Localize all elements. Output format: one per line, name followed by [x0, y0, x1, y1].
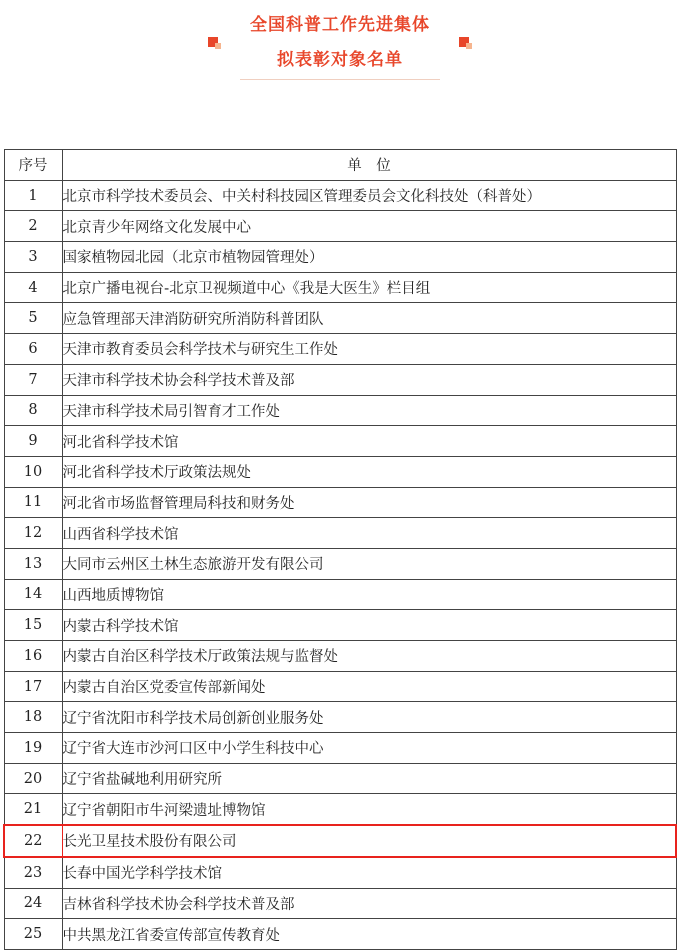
row-unit-name: 山西地质博物馆	[62, 579, 676, 610]
row-number: 7	[4, 364, 62, 395]
row-number: 4	[4, 272, 62, 303]
row-unit-name: 国家植物园北园（北京市植物园管理处）	[62, 242, 676, 273]
table-header-row	[4, 150, 676, 181]
row-unit-name: 长光卫星技术股份有限公司	[62, 825, 676, 857]
row-unit-name: 应急管理部天津消防研究所消防科普团队	[62, 303, 676, 334]
row-unit-name: 山西省科学技术馆	[62, 518, 676, 549]
table-row	[4, 487, 676, 518]
row-unit-name: 内蒙古自治区科学技术厅政策法规与监督处	[62, 641, 676, 672]
table-row	[4, 794, 676, 825]
row-number: 25	[4, 919, 62, 950]
row-number: 2	[4, 211, 62, 242]
table-row	[4, 518, 676, 549]
row-number: 23	[4, 857, 62, 888]
row-number: 16	[4, 641, 62, 672]
row-unit-name: 北京市科学技术委员会、中关村科技园区管理委员会文化科技处（科普处）	[62, 180, 676, 211]
row-number: 14	[4, 579, 62, 610]
title-underline	[240, 79, 440, 80]
document-title: 全国科普工作先进集体	[250, 15, 430, 35]
row-unit-name: 河北省市场监督管理局科技和财务处	[62, 487, 676, 518]
row-unit-name: 辽宁省沈阳市科学技术局创新创业服务处	[62, 702, 676, 733]
row-unit-name: 内蒙古自治区党委宣传部新闻处	[62, 671, 676, 702]
row-unit-name: 内蒙古科学技术馆	[62, 610, 676, 641]
row-number: 20	[4, 763, 62, 794]
row-unit-name: 中共黑龙江省委宣传部宣传教育处	[62, 919, 676, 950]
row-number: 17	[4, 671, 62, 702]
row-unit-name: 天津市科学技术协会科学技术普及部	[62, 364, 676, 395]
table-row	[4, 671, 676, 702]
table-row	[4, 579, 676, 610]
table-row-highlighted	[4, 825, 676, 857]
table-row	[4, 334, 676, 365]
table-row	[4, 364, 676, 395]
table-row	[4, 702, 676, 733]
row-number: 12	[4, 518, 62, 549]
table-row	[4, 888, 676, 919]
row-unit-name: 辽宁省盐碱地利用研究所	[62, 763, 676, 794]
column-header-number: 序号	[4, 150, 62, 181]
table-row	[4, 857, 676, 888]
column-header-unit: 单 位	[62, 150, 676, 181]
row-unit-name: 河北省科学技术厅政策法规处	[62, 456, 676, 487]
row-number: 11	[4, 487, 62, 518]
row-unit-name: 北京青少年网络文化发展中心	[62, 211, 676, 242]
table-row	[4, 242, 676, 273]
row-unit-name: 大同市云州区土林生态旅游开发有限公司	[62, 548, 676, 579]
table-row	[4, 733, 676, 764]
row-unit-name: 天津市科学技术局引智育才工作处	[62, 395, 676, 426]
commendation-table	[3, 149, 677, 950]
document-subtitle: 拟表彰对象名单	[277, 50, 403, 70]
table-row	[4, 395, 676, 426]
table-row	[4, 919, 676, 950]
table-row	[4, 548, 676, 579]
row-number: 1	[4, 180, 62, 211]
row-number: 18	[4, 702, 62, 733]
row-number: 5	[4, 303, 62, 334]
row-unit-name: 辽宁省大连市沙河口区中小学生科技中心	[62, 733, 676, 764]
row-unit-name: 天津市教育委员会科学技术与研究生工作处	[62, 334, 676, 365]
table-row	[4, 303, 676, 334]
table-row	[4, 426, 676, 457]
row-number: 6	[4, 334, 62, 365]
row-unit-name: 吉林省科学技术协会科学技术普及部	[62, 888, 676, 919]
table-row	[4, 641, 676, 672]
row-unit-name: 河北省科学技术馆	[62, 426, 676, 457]
row-number: 3	[4, 242, 62, 273]
row-number: 24	[4, 888, 62, 919]
table-row	[4, 610, 676, 641]
row-number: 19	[4, 733, 62, 764]
document-header	[0, 0, 680, 90]
row-number: 21	[4, 794, 62, 825]
row-number: 9	[4, 426, 62, 457]
row-unit-name: 辽宁省朝阳市牛河梁遗址博物馆	[62, 794, 676, 825]
row-unit-name: 北京广播电视台-北京卫视频道中心《我是大医生》栏目组	[62, 272, 676, 303]
table-row	[4, 763, 676, 794]
row-number: 15	[4, 610, 62, 641]
table-row	[4, 456, 676, 487]
table-row	[4, 272, 676, 303]
row-number: 8	[4, 395, 62, 426]
row-number: 22	[4, 825, 62, 857]
row-number: 13	[4, 548, 62, 579]
row-number: 10	[4, 456, 62, 487]
table-row	[4, 211, 676, 242]
table-body	[4, 180, 676, 949]
table-row	[4, 180, 676, 211]
row-unit-name: 长春中国光学科学技术馆	[62, 857, 676, 888]
